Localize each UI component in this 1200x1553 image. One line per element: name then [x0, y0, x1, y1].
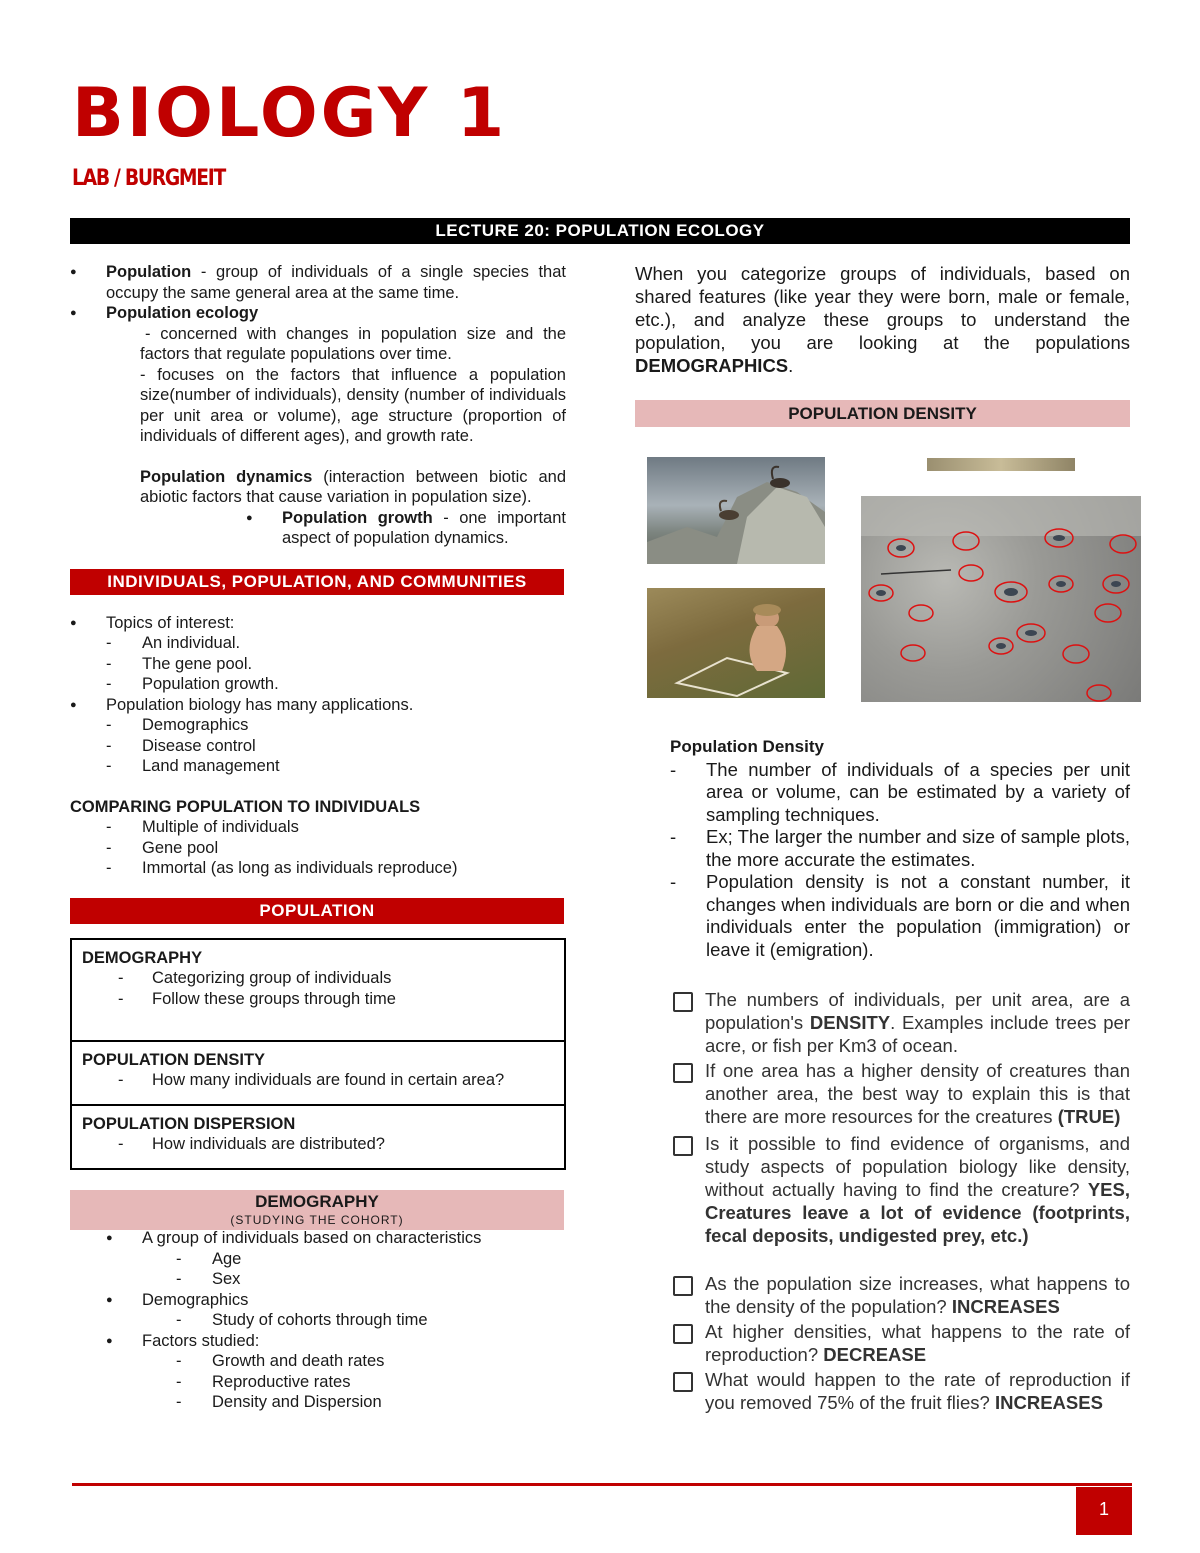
quiz-item-1: The numbers of individuals, per unit area, are a population's DENSITY. Examples include trees per acre, or fish per Km3 of ocean.: [635, 988, 1130, 1057]
demographics-intro: When you categorize groups of individuals, based on shared features (like year they were born, male or female, etc.), and analyze these groups to understand the population, you are looking at the populations DEMOGRAPHICS.: [635, 263, 1130, 376]
population-ecology-term: ● Population ecology: [70, 303, 566, 324]
demography-subitem: - Density and Dispersion: [140, 1392, 566, 1413]
ecology-details: - concerned with changes in population size and the factors that regulate populations over time. - focuses on the factors that influence a population size(number of individuals), density (number of individuals per unit area or volume), age structure (proportion of individuals of different ages), and growth rate. Population dynamics (interaction between biotic and abiotic factors that cause variation in population size). ● Population growth - one important aspect of population dynamics.: [70, 324, 566, 549]
population-growth: ● Population growth - one important aspect of population dynamics.: [246, 508, 566, 549]
footer-rule: [72, 1483, 1132, 1486]
population-density-notes: [670, 736, 1130, 961]
pd-item: - The number of individuals of a species per unit area or volume, can be estimated by a variety of sampling techniques.: [670, 758, 1130, 825]
ibex-photo: [647, 457, 825, 564]
section-population-density-banner: POPULATION DENSITY: [635, 400, 1130, 427]
checkbox-icon[interactable]: [673, 992, 693, 1012]
document-subtitle: LAB / BURGMEIT: [72, 166, 225, 191]
lecture-banner: LECTURE 20: POPULATION ECOLOGY: [70, 218, 1130, 244]
mountain-goat-icon: [647, 457, 825, 564]
demography-subitem: - Growth and death rates: [140, 1351, 566, 1372]
sampling-plot-photo: [647, 588, 825, 698]
checkbox-icon[interactable]: [673, 1063, 693, 1083]
section-individuals-banner: INDIVIDUALS, POPULATION, AND COMMUNITIES: [70, 569, 564, 595]
person-sampling-icon: [647, 588, 825, 698]
topic-item: - The gene pool.: [70, 654, 566, 675]
applications-label: ● Population biology has many applications.: [70, 695, 566, 716]
topic-item: - An individual.: [70, 633, 566, 654]
quiz-item-3: Is it possible to find evidence of organisms, and study aspects of population biology like density, without actually having to find the creature? YES, Creatures leave a lot of evidence (footprints, fecal deposits, undigested prey, etc.): [635, 1132, 1130, 1247]
demography-subitem: - Study of cohorts through time: [140, 1310, 566, 1331]
comparing-item: - Multiple of individuals: [70, 817, 566, 838]
right-column: [635, 262, 1130, 427]
comparing-heading: COMPARING POPULATION TO INDIVIDUALS: [70, 797, 421, 816]
checkbox-icon[interactable]: [673, 1276, 693, 1296]
application-item: - Disease control: [70, 736, 566, 757]
strip-photo: [927, 458, 1075, 471]
comparing-item: - Immortal (as long as individuals reproduce): [70, 858, 566, 879]
population-boxes: [70, 938, 566, 1170]
demography-bullet: ● A group of individuals based on characteristics: [106, 1228, 566, 1249]
quiz-checklist: [635, 988, 1130, 1414]
quiz-item-2: If one area has a higher density of creatures than another area, the best way to explain this is that there are more resources for the creatures (TRUE): [635, 1059, 1130, 1128]
quiz-item-6: What would happen to the rate of reproduction if you removed 75% of the fruit flies? INCREASES: [635, 1368, 1130, 1414]
population-dispersion-box: POPULATION DISPERSION - How individuals are distributed?: [70, 1106, 566, 1170]
bird-colony-photo: [861, 496, 1141, 702]
checkbox-icon[interactable]: [673, 1324, 693, 1344]
comparing-item: - Gene pool: [70, 838, 566, 859]
demography-box: DEMOGRAPHY - Categorizing group of individuals - Follow these groups through time: [70, 938, 566, 1042]
section-demography-banner: DEMOGRAPHY (STUDYING THE COHORT): [70, 1190, 564, 1231]
pd-item: - Population density is not a constant number, it changes when individuals are born or die and when individuals enter the population (immigration) or leave it (emigration).: [670, 871, 1130, 960]
quiz-item-5: At higher densities, what happens to the rate of reproduction? DECREASE: [635, 1320, 1130, 1366]
population-definition: ● Population - group of individuals of a single species that occupy the same general area at the same time.: [70, 262, 566, 303]
topic-item: - Population growth.: [70, 674, 566, 695]
topics-label: ● Topics of interest:: [70, 613, 566, 634]
population-dynamics: Population dynamics (interaction between biotic and abiotic factors that cause variation in population size).: [140, 467, 566, 506]
checkbox-icon[interactable]: [673, 1136, 693, 1156]
demography-subitem: - Age: [140, 1249, 566, 1270]
demography-subitem: - Sex: [140, 1269, 566, 1290]
pd-item: - Ex; The larger the number and size of sample plots, the more accurate the estimates.: [670, 826, 1130, 870]
demography-subitem: - Reproductive rates: [140, 1372, 566, 1393]
demography-bullet: ● Factors studied:: [106, 1331, 566, 1352]
page-number: 1: [1076, 1487, 1132, 1535]
quiz-item-4: As the population size increases, what happens to the density of the population? INCREASES: [635, 1272, 1130, 1318]
population-density-box: POPULATION DENSITY - How many individuals are found in certain area?: [70, 1042, 566, 1106]
left-column: [70, 258, 566, 1413]
pd-heading: Population Density: [670, 737, 824, 756]
checkbox-icon[interactable]: [673, 1372, 693, 1392]
document-title: BIOLOGY 1: [72, 74, 508, 153]
circled-birds-icon: [861, 496, 1141, 702]
section-population-banner: POPULATION: [70, 898, 564, 924]
application-item: - Land management: [70, 756, 566, 777]
demography-bullet: ● Demographics: [106, 1290, 566, 1311]
application-item: - Demographics: [70, 715, 566, 736]
